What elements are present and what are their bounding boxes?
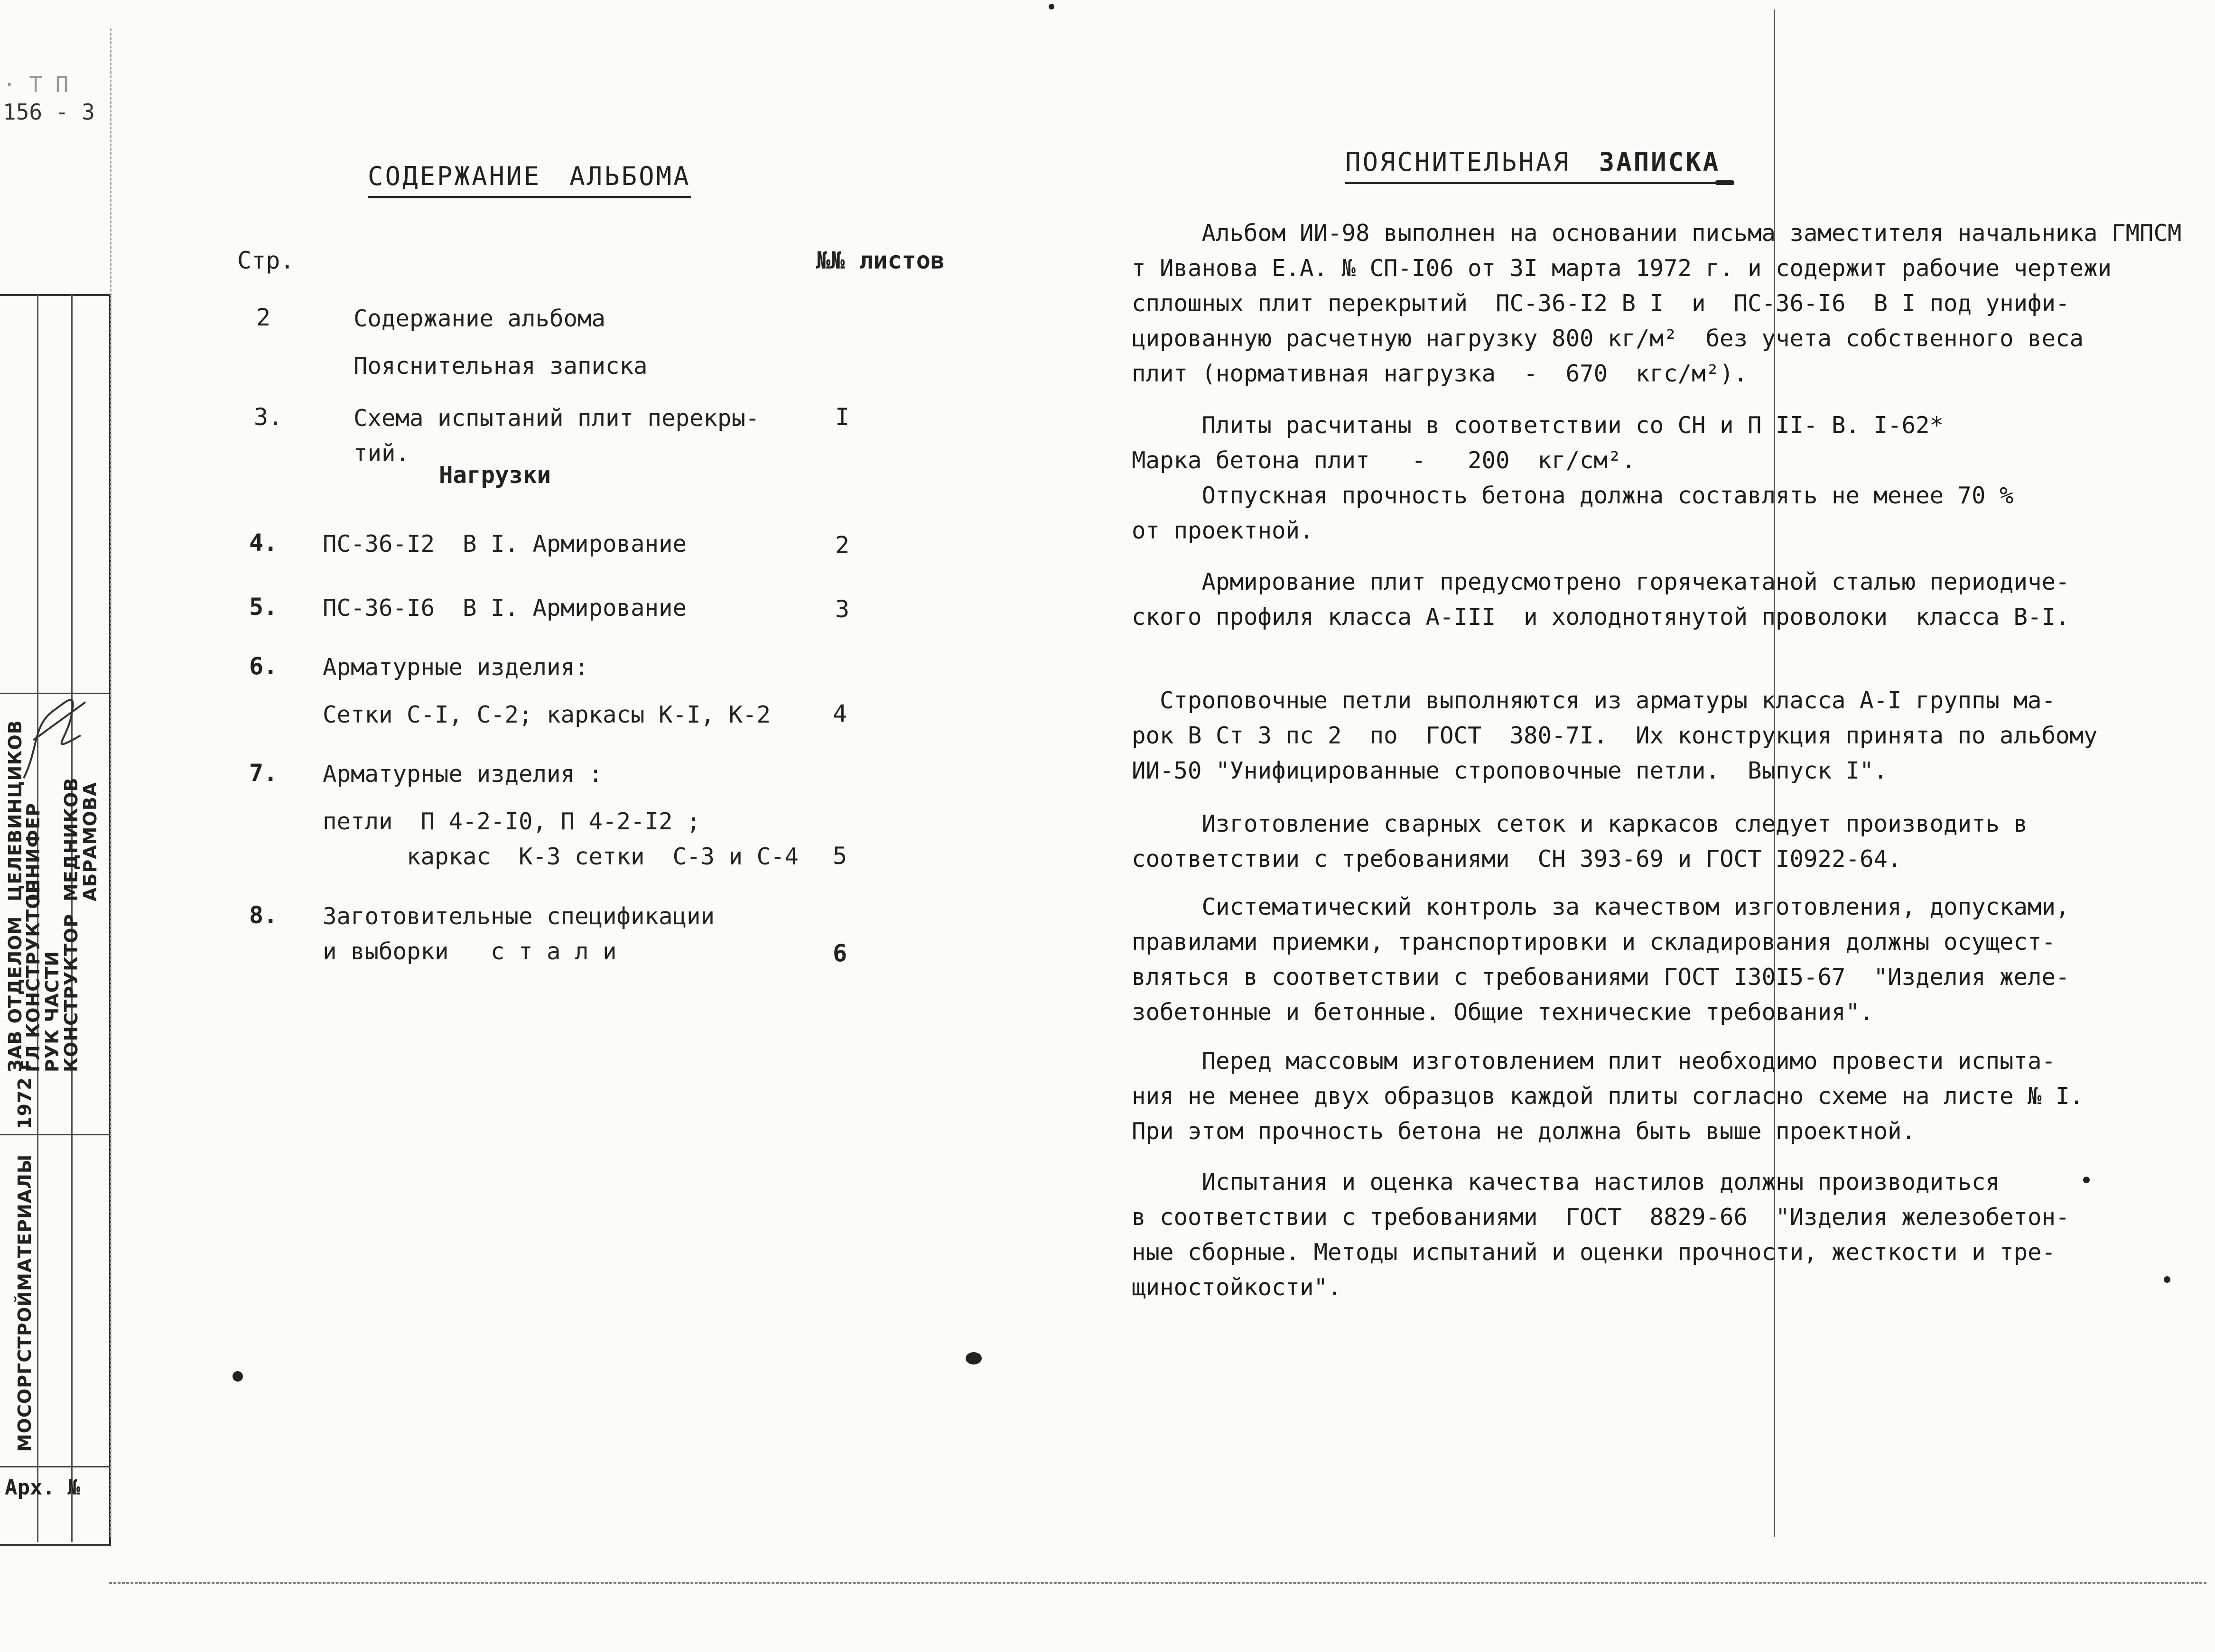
toc-row-number: 3. xyxy=(254,403,283,431)
corner-code-line-2: 156 - 3 xyxy=(3,99,95,125)
toc-row-text: ПС-36-I6 В I. Армирование xyxy=(323,594,687,622)
ink-speck xyxy=(966,1352,982,1364)
ink-speck xyxy=(233,1371,243,1382)
title-block-rule xyxy=(0,1134,109,1135)
ink-speck xyxy=(2164,1276,2170,1283)
toc-row-number: 5. xyxy=(249,593,278,621)
toc-row-text: Арматурные изделия: xyxy=(323,654,589,681)
stamp-role-lead: РУК ЧАСТИ xyxy=(42,950,63,1072)
stamp-name: МЕДНИКОВ xyxy=(61,777,82,901)
toc-row-sheet: 4 xyxy=(833,700,847,727)
ink-speck xyxy=(1049,4,1054,9)
ink-speck xyxy=(2083,1177,2090,1183)
toc-row-text: Пояснительная записка xyxy=(354,353,648,380)
page-column-header: Стр. xyxy=(237,247,295,274)
toc-row-subtitle: Нагрузки xyxy=(439,462,551,489)
title-block-rule xyxy=(0,1466,109,1467)
note-paragraph: Перед массовым изготовлением плит необходимо провести испыта- ния не менее двух образцов каждой плиты согласно схеме на листе № I. При этом прочность бетона не должна быть выше проектной. xyxy=(1132,1048,2084,1145)
toc-row-number: 6. xyxy=(249,652,278,680)
scan-fold-line xyxy=(1774,9,1775,1537)
stamp-name: ШНИФЕР xyxy=(23,802,44,901)
archive-number-label: Арх. № xyxy=(5,1476,80,1500)
note-paragraph: Систематический контроль за качеством изготовления, допусками, правилами приемки, транспортировки и складирования должны осущест- вляться в соответствии с требованиями ГОСТ I30I5-67 "Изделия желе- зобетонные и бетонные. Общие технические требования". xyxy=(1132,893,2070,1026)
toc-row-text: ПС-36-I2 В I. Армирование xyxy=(323,530,687,557)
toc-row-sheet: 3 xyxy=(835,595,850,623)
signature-scribble xyxy=(19,683,90,788)
toc-row-sheet: 2 xyxy=(835,531,850,559)
toc-row-number: 7. xyxy=(249,759,278,787)
toc-row-text: петли П 4-2-I0, П 4-2-I2 ; каркас К-3 сетки С-3 и С-4 xyxy=(323,808,799,870)
toc-row-text: Заготовительные спецификации и выборки с т а л и xyxy=(323,903,715,965)
binding-margin-line xyxy=(110,28,112,1537)
stamp-name: АБРАМОВА xyxy=(80,781,101,901)
stamp-role-designer: КОНСТРУКТОР xyxy=(61,913,82,1072)
toc-row-number: 2 xyxy=(256,304,271,331)
bottom-dashed-rule xyxy=(109,1582,2206,1584)
contents-heading xyxy=(368,161,691,198)
note-paragraph: Изготовление сварных сеток и каркасов следует производить в соответствии с требованиями СН 393-69 и ГОСТ I0922-64. xyxy=(1132,810,2028,872)
stamp-organization: МОСОРГСТРОЙМАТЕРИАЛЫ xyxy=(14,1154,35,1452)
stamp-role-head: ЗАВ ОТДЕЛОМ xyxy=(5,916,26,1072)
stamp-year: 1972 г xyxy=(14,1060,35,1129)
toc-row-text: Содержание альбома xyxy=(354,305,606,332)
note-paragraph: Плиты расчитаны в соответствии со СН и П II- В. I-62* Марка бетона плит - 200 кг/см². Отпускная прочность бетона должна составлять не менее 70 % от проектной. xyxy=(1132,412,2014,544)
note-paragraph: Армирование плит предусмотрено горячекатаной сталью периодиче- ского профиля класса А-III и холоднотянутой проволоки класса В-I. xyxy=(1132,568,2070,631)
note-heading-word-1: ПОЯСНИТЕЛЬНАЯ xyxy=(1345,147,1571,177)
contents-heading-word-2: АЛЬБОМА xyxy=(569,161,691,191)
toc-row-text: Сетки С-I, С-2; каркасы К-I, К-2 xyxy=(323,701,771,728)
toc-row-sheet: 5 xyxy=(833,842,847,870)
toc-row-sheet: I xyxy=(835,403,850,431)
toc-row-text: Арматурные изделия : xyxy=(323,761,603,788)
stamp-role-chief: ГЛ КОНСТРУКТОР xyxy=(23,879,44,1072)
note-paragraph: Строповочные петли выполняются из арматуры класса А-I группы ма- рок В Ст 3 пс 2 по ГОСТ 380-7I. Их конструкция принята по альбому ИИ-50 "Унифицированные строповочные петли. Выпуск I". xyxy=(1132,687,2098,784)
toc-row-number: 4. xyxy=(249,529,278,557)
note-paragraph: Альбом ИИ-98 выполнен на основании письма заместителя начальника ГМПСМ т Иванова Е.А. № СП-I06 от 3I марта 1972 г. и содержит рабочие чертежи сплошных плит перекрытий ПС-36-I2 В I и ПС-36-I6 В I под унифи- цированную расчетную нагрузку 800 кг/м² без учета собственного веса плит (нормативная нагрузка - 670 кгс/м²). xyxy=(1132,220,2182,387)
note-paragraph: Испытания и оценка качества настилов должны производиться в соответствии с требованиями ГОСТ 8829-66 "Изделия железобетон- ные сборные. Методы испытаний и оценки прочности, жесткости и тре- щиностойкости". xyxy=(1132,1169,2070,1301)
stamp-name: ЦЕЛЕВИНЦИКОВ xyxy=(5,720,26,901)
note-heading xyxy=(1345,147,1720,184)
toc-row-text: Схема испытаний плит перекры- тий. xyxy=(354,405,760,467)
ink-speck xyxy=(1715,180,1734,185)
sheets-column-header: №№ листов xyxy=(816,247,945,274)
contents-heading-word-1: СОДЕРЖАНИЕ xyxy=(368,161,541,191)
toc-row-sheet: 6 xyxy=(833,939,847,967)
toc-row-number: 8. xyxy=(249,901,278,929)
corner-code xyxy=(3,71,95,126)
note-heading-word-2: ЗАПИСКА xyxy=(1599,147,1721,177)
corner-code-line-1: · Т П xyxy=(3,72,69,97)
